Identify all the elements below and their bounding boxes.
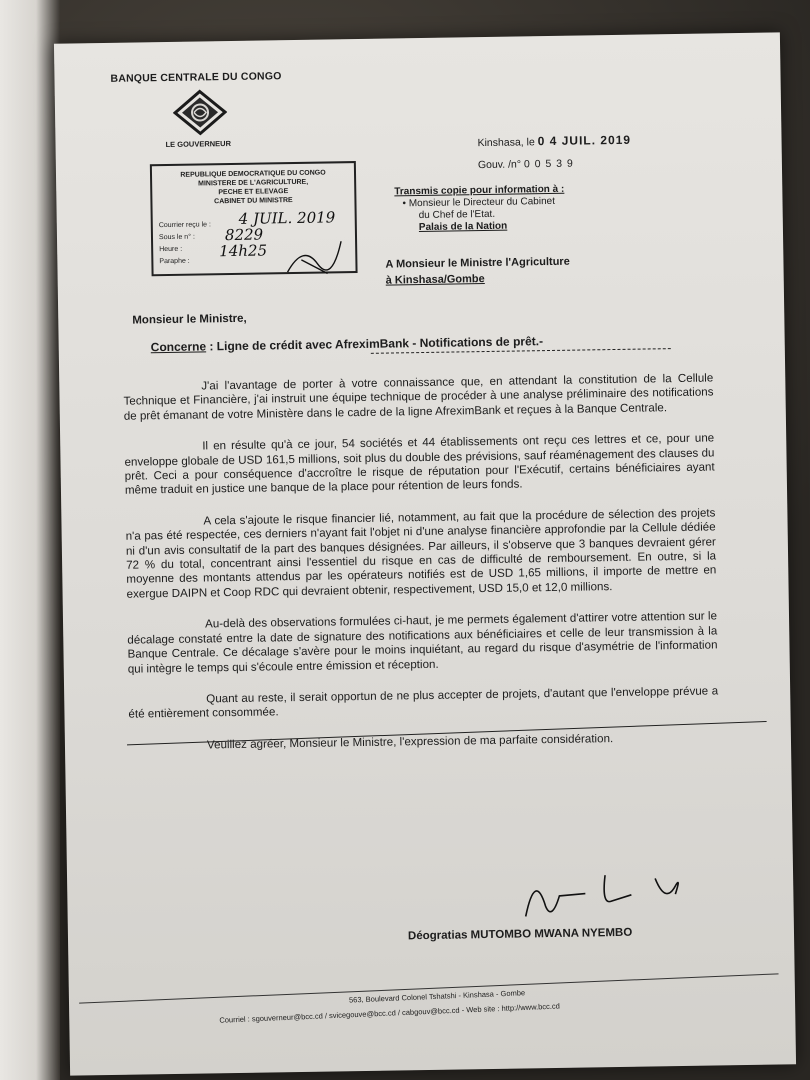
salutation: Monsieur le Ministre, (132, 312, 247, 327)
subject-label: Concerne (150, 339, 207, 355)
stamp-handwritten-number: 8229 (224, 225, 264, 245)
body-paragraph: Veuillez agréer, Monsieur le Ministre, l'expression de ma parfaite considération. (206, 731, 614, 752)
copy-title: Transmis copie pour information à : (394, 183, 565, 198)
stamp-line: MINISTERE DE L'AGRICULTURE, (198, 178, 309, 188)
letter-document (54, 32, 796, 1075)
body-paragraph: A cela s'ajoute le risque financier lié, notamment, au fait que la procédure de sélection des projets n'a pas été respectée, ces derniers n'ayant fait l'objet ni d'une analyse financière approfondie par la Cellule dédiée ni d'un avis consultatif de la part des banques désignées. Par ailleurs, il s'observe que 3 banques devraient gérer 72 % du total, concentrant ainsi l'essentiel du risque en cas de difficulté de remboursement. En outre, si la moyenne des montants attendus par les opérateurs notifiés est de USD 1,65 millions, il importe de mettre en exergue DAIPN et Coop RDC qui devraient obtenir, respectivement, USD 15,0 et 12,0 millions. (125, 506, 717, 601)
reference-value: 0 0 5 3 9 (523, 157, 574, 171)
stamp-sous-label: Sous le n° : (158, 233, 195, 242)
stamp-handwritten-time: 14h25 (219, 241, 268, 261)
body-paragraph: Il en résulte qu'à ce jour, 54 sociétés et 44 établissements ont reçu ces lettres et ce, pour une enveloppe globale de USD 161,5 millions, soit plus du double des prévisions, sauf réaménagement des clauses du prêt. Ceci a pour conséquence d'accroître le risque de réputation pour l'Exécutif, certains bénéficiaires ayant même traduit en justice une banque de la place pour rétention de leurs fonds. (124, 431, 715, 498)
stamp-courrier-label: Courrier reçu le : (158, 221, 211, 230)
addressee (385, 254, 570, 289)
body-paragraph: Quant au reste, il serait opportun de ne plus accepter de projets, d'autant que l'enveloppe prévue a été entièrement consommée. (128, 684, 719, 721)
footer-contacts: Courriel : sgouverneur@bcc.cd / svicegouve@bcc.cd / cabgouv@bcc.cd - Web site : http://www.bcc.cd (219, 1001, 561, 1025)
footer-address: 563, Boulevard Colonel Tshatshi - Kinshasa - Gombe (348, 988, 526, 1005)
body-paragraph: Au-delà des observations formulées ci-haut, je me permets également d'attirer votre attention sur le décalage constaté entre la date de signature des notifications aux bénéficiaires et celle de leur transmission à la Banque Centrale. Ce décalage s'avère pour le moins inquiétant, au regard du risque d'asymétrie de l'information qui intègre le temps qui s'écoule entre émission et réception. (127, 609, 718, 676)
copy-line: du Chef de l'Etat. (418, 208, 496, 222)
signer-name: Déogratias MUTOMBO MWANA NYEMBO (407, 926, 633, 943)
letter-date: 0 4 JUIL. 2019 (537, 132, 632, 149)
copy-line: • Monsieur le Directeur du Cabinet (402, 195, 556, 210)
subject-text: : Ligne de crédit avec AfreximBank - Notifications de prêt.- (209, 334, 544, 354)
addressee-line: à Kinshasa/Gombe (385, 273, 485, 287)
reference-number (478, 158, 574, 172)
place-date (477, 133, 631, 149)
stamp-line: PECHE ET ELEVAGE (218, 188, 289, 197)
copy-recipients (394, 184, 565, 235)
subject-line (151, 334, 544, 354)
governor-label: LE GOUVERNEUR (165, 138, 232, 150)
letter-body (123, 371, 719, 770)
reference-prefix: Gouv. /n° (477, 158, 522, 172)
stamp-heure-label: Heure : (159, 245, 183, 254)
stamp-line: REPUBLIQUE DEMOCRATIQUE DU CONGO (180, 169, 326, 179)
signature-scribble (515, 864, 706, 927)
book-page-edge (0, 0, 60, 1080)
stamp-handwritten-date: 4 JUIL. 2019 (238, 208, 336, 228)
copy-line: Palais de la Nation (418, 220, 508, 234)
stamp-paraphe-scribble (283, 233, 354, 278)
stamp-paraphe-label: Paraphe : (159, 257, 190, 266)
bank-logo-icon (173, 89, 228, 136)
stamp-line: CABINET DU MINISTRE (214, 197, 293, 206)
body-paragraph: J'ai l'avantage de porter à votre connaissance que, en attendant la constitution de la Cellule Technique et Financière, j'ai instruit une équipe technique de procéder à une analyse préliminaire des notifications de prêt émanant de votre Ministère dans le cadre de la ligne AfreximBank et reçues à la Banque Centrale. (123, 371, 714, 423)
place-date-prefix: Kinshasa, le (477, 136, 535, 150)
reception-stamp (150, 161, 358, 276)
bank-name: BANQUE CENTRALE DU CONGO (110, 70, 282, 85)
addressee-line: A Monsieur le Ministre l'Agriculture (385, 255, 570, 271)
